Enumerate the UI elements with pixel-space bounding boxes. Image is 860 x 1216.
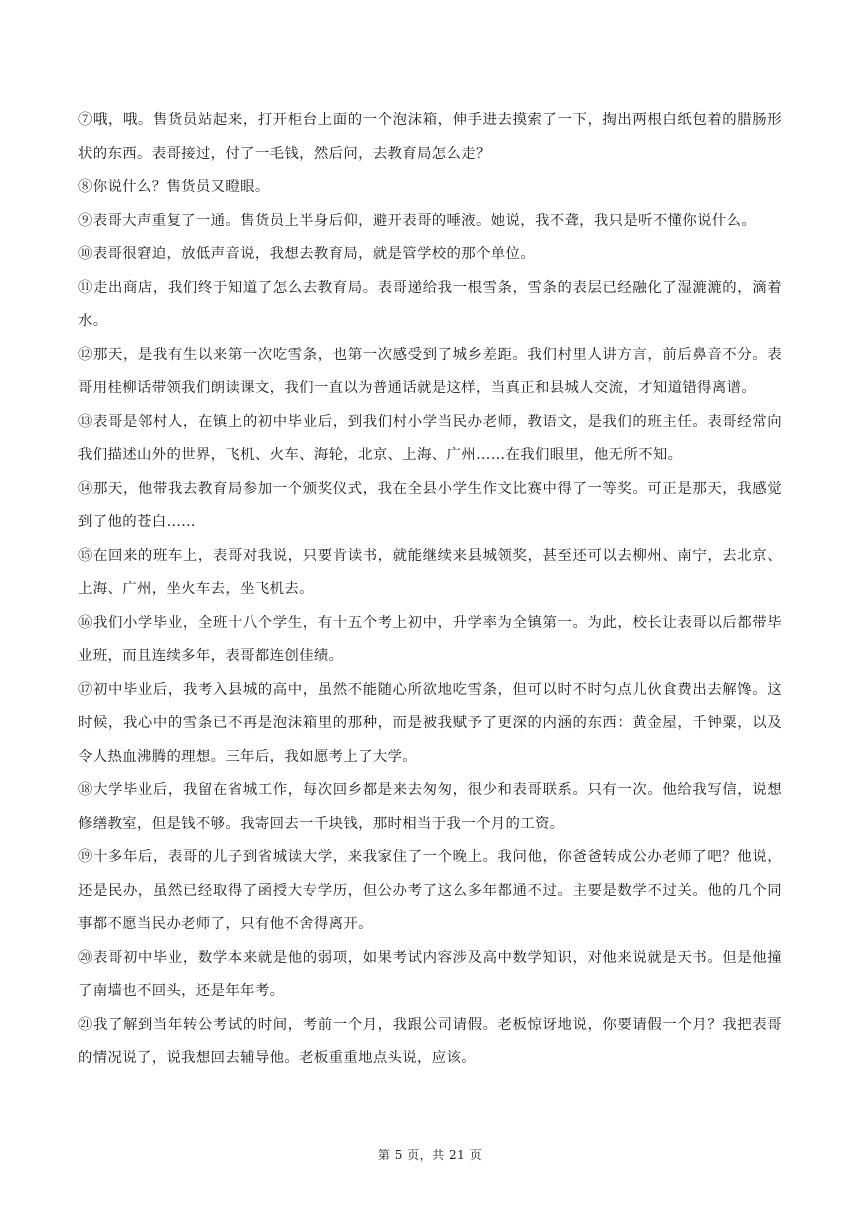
paragraph-19: ⑲十多年后，表哥的儿子到省城读大学，来我家住了一个晚上。我问他，你爸爸转成公办老师了吧？他说，还是民办，虽然已经取得了函授大专学历，但公办考了这么多年都通不过。主要是数学不过关。他的几个同事都不愿当民办老师了，只有他不舍得离开。 — [78, 849, 782, 932]
paragraph-11: ⑪走出商店，我们终于知道了怎么去教育局。表哥递给我一根雪条，雪条的表层已经融化了湿漉漉的，滴着水。 — [78, 279, 782, 329]
paragraph-15: ⑮在回来的班车上，表哥对我说，只要肯读书，就能继续来县城领奖，甚至还可以去柳州、南宁，去北京、上海、广州，坐火车去，坐飞机去。 — [78, 547, 782, 597]
paragraph-16: ⑯我们小学毕业，全班十八个学生，有十五个考上初中，升学率为全镇第一。为此，校长让表哥以后都带毕业班，而且连续多年，表哥都连创佳绩。 — [78, 614, 782, 664]
paragraph-14: ⑭那天，他带我去教育局参加一个颁奖仪式，我在全县小学生作文比赛中得了一等奖。可正是那天，我感觉到了他的苍白…… — [78, 480, 782, 530]
paragraph-7: ⑦哦，哦。售货员站起来，打开柜台上面的一个泡沫箱，伸手进去摸索了一下，掏出两根白纸包着的腊肠形状的东西。表哥接过，付了一毛钱，然后问，去教育局怎么走？ — [78, 112, 782, 162]
paragraph-10: ⑩表哥很窘迫，放低声音说，我想去教育局，就是管学校的那个单位。 — [78, 246, 535, 262]
paragraph-20: ⑳表哥初中毕业，数学本来就是他的弱项，如果考试内容涉及高中数学知识，对他来说就是天书。但是他撞了南墙也不回头，还是年年考。 — [78, 949, 782, 999]
paragraph-9: ⑨表哥大声重复了一通。售货员上半身后仰，避开表哥的唾液。她说，我不聋，我只是听不懂你说什么。 — [78, 212, 757, 229]
paragraph-18: ⑱大学毕业后，我留在省城工作，每次回乡都是来去匆匆，很少和表哥联系。只有一次。他给我写信，说想修缮教室，但是钱不够。我寄回去一千块钱，那时相当于我一个月的工资。 — [78, 782, 782, 832]
page-number-footer: 第 5 页，共 21 页 — [377, 1148, 483, 1162]
paragraph-17: ⑰初中毕业后，我考入县城的高中，虽然不能随心所欲地吃雪条，但可以时不时匀点儿伙食费出去解馋。这时候，我心中的雪条已不再是泡沫箱里的那种，而是被我赋予了更深的内涵的东西：黄金屋，千钟粟，以及令人热血沸腾的理想。三年后，我如愿考上了大学。 — [78, 681, 782, 765]
paragraph-13: ⑬表哥是邻村人，在镇上的初中毕业后，到我们村小学当民办老师，教语文，是我们的班主任。表哥经常向我们描述山外的世界，飞机、火车、海轮，北京、上海、广州……在我们眼里，他无所不知。 — [78, 413, 782, 463]
paragraph-21: ㉑我了解到当年转公考试的时间，考前一个月，我跟公司请假。老板惊讶地说，你要请假一个月？我把表哥的情况说了，说我想回去辅导他。老板重重地点头说，应该。 — [78, 1016, 782, 1066]
article-body — [78, 104, 782, 1076]
paragraph-8: ⑧你说什么？售货员又瞪眼。 — [78, 179, 270, 195]
paragraph-12: ⑫那天，是我有生以来第一次吃雪条，也第一次感受到了城乡差距。我们村里人讲方言，前后鼻音不分。表哥用桂柳话带领我们朗读课文，我们一直以为普通话就是这样，当真正和县城人交流，才知道错得离谱。 — [78, 346, 782, 396]
